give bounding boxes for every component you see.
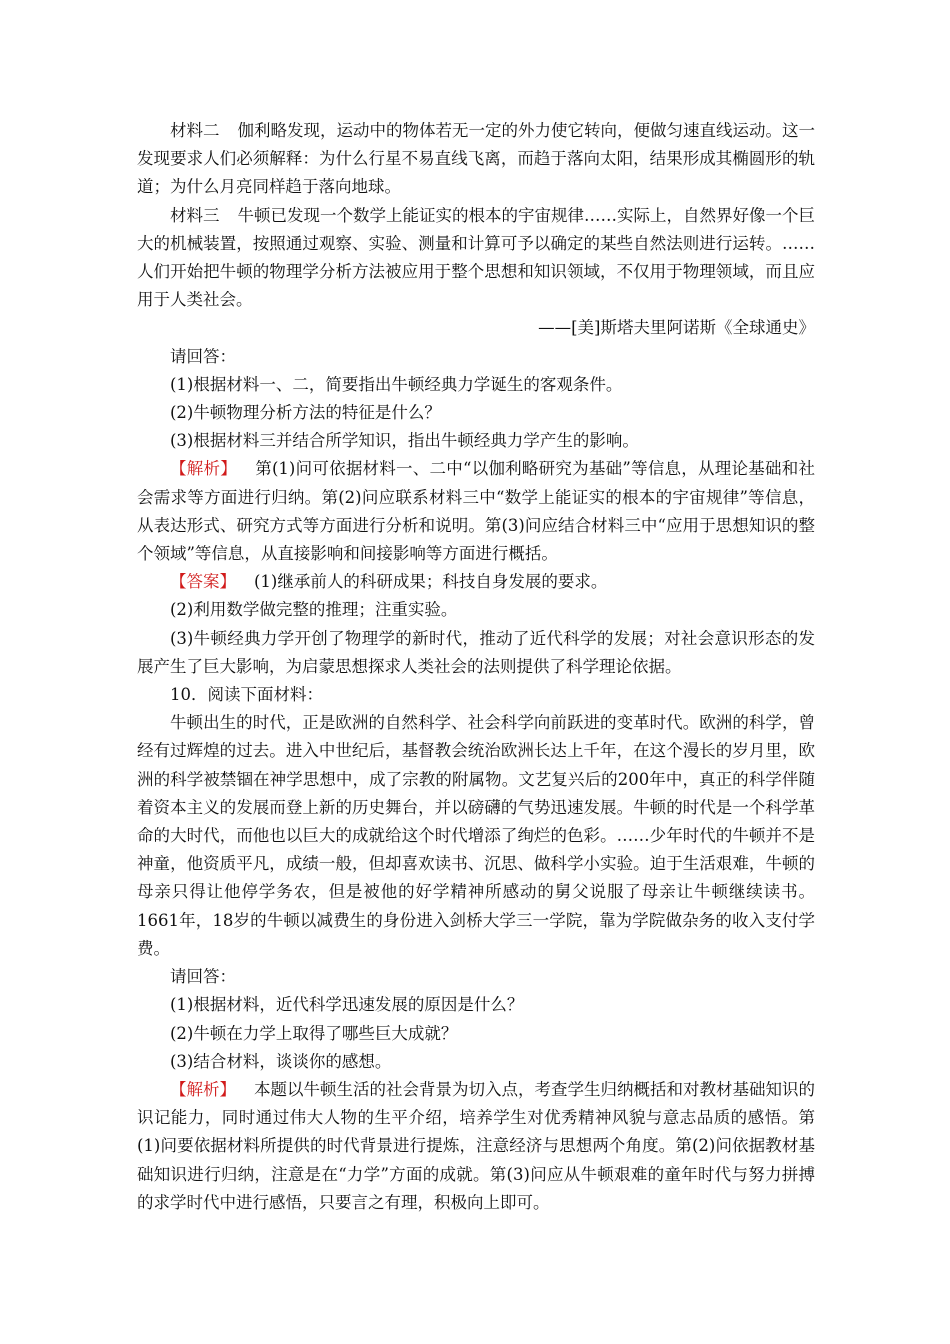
q9-answer-paragraph	[137, 568, 815, 596]
material-3-source: ——[美]斯塔夫里阿诺斯《全球通史》	[538, 318, 815, 338]
q9-answer-2: (2)利用数学做完整的推理；注重实验。	[170, 600, 458, 620]
material-2-label: 材料二	[170, 121, 220, 140]
q9-analysis-paragraph	[137, 455, 815, 568]
q10-question-1: (1)根据材料，近代科学迅速发展的原因是什么？	[170, 995, 524, 1015]
q9-question-3: (3)根据材料三并结合所学知识，指出牛顿经典力学产生的影响。	[170, 431, 639, 451]
q9-analysis-text: 第(1)问可依据材料一、二中“以伽利略研究为基础”等信息，从理论基础和社会需求等方面进行归纳。第(2)问应联系材料三中“数学上能证实的根本的宇宙规律”等信息，从表达形式、研究方式等方面进行分析和说明。第(3)问应结合材料三中“应用于思想知识的整个领域”等信息，从直接影响和间接影响等方面进行概括。	[137, 459, 816, 564]
q9-answer-3: (3)牛顿经典力学开创了物理学的新时代，推动了近代科学的发展；对社会意识形态的发展产生了巨大影响，为启蒙思想探求人类社会的法则提供了科学理论依据。	[137, 628, 815, 676]
q10-analysis-text: 本题以牛顿生活的社会背景为切入点，考查学生归纳概括和对教材基础知识的识记能力，同时通过伟大人物的生平介绍，培养学生对优秀精神风貌与意志品质的感悟。第(1)问要依据材料所提供的时代背景进行提炼，注意经济与思想两个角度。第(2)问依据教材基础知识进行归纳，注意是在“力学”方面的成就。第(3)问应从牛顿艰难的童年时代与努力拼搏的求学时代中进行感悟，只要言之有理，积极向上即可。	[137, 1079, 815, 1212]
q10-heading: 10．阅读下面材料：	[170, 685, 323, 705]
material-3-label: 材料三	[170, 205, 220, 225]
q10-material: 牛顿出生的时代，正是欧洲的自然科学、社会科学向前跃进的变革时代。欧洲的科学，曾经有过辉煌的过去。进入中世纪后，基督教会统治欧洲长达上千年，在这个漫长的岁月里，欧洲的科学被禁锢在神学思想中，成了宗教的附属物。文艺复兴后的200年中，真正的科学伴随着资本主义的发展而登上新的历史舞台，并以磅礴的气势迅速发展。牛顿的时代是一个科学革命的大时代，而他也以巨大的成就给这个时代增添了绚烂的色彩。……少年时代的牛顿并不是神童，他资质平凡，成绩一般，但却喜欢读书、沉思、做科学小实验。迫于生活艰难，牛顿的母亲只得让他停学务农，但是被他的好学精神所感动的舅父说服了母亲让牛顿继续读书。1661年，18岁的牛顿以减费生的身份进入剑桥大学三一学院，靠为学院做杂务的收入支付学费。	[137, 713, 815, 958]
q10-prompt: 请回答：	[170, 967, 236, 987]
material-2-text: 伽利略发现，运动中的物体若无一定的外力使它转向，便做匀速直线运动。这一发现要求人们必须解释：为什么行星不易直线飞离，而趋于落向太阳，结果形成其椭圆形的轨道；为什么月亮同样趋于落向地球。	[137, 121, 815, 197]
q9-analysis-tag: 【解析】	[170, 459, 237, 479]
q9-question-2: (2)牛顿物理分析方法的特征是什么？	[170, 403, 441, 423]
q9-prompt: 请回答：	[170, 346, 236, 366]
q9-answer-1: (1)继承前人的科研成果；科技自身发展的要求。	[254, 572, 608, 592]
q10-analysis-tag: 【解析】	[170, 1079, 236, 1099]
material-3-text: 牛顿已发现一个数学上能证实的根本的宇宙规律……实际上，自然界好像一个巨大的机械装置，按照通过观察、实验、测量和计算可予以确定的某些自然法则进行运转。……人们开始把牛顿的物理学分析方法被应用于整个思想和知识领域，不仅用于物理领域，而且应用于人类社会。	[137, 205, 815, 310]
q9-question-1: (1)根据材料一、二，简要指出牛顿经典力学诞生的客观条件。	[170, 374, 623, 394]
document-page	[137, 117, 815, 1217]
q9-answer-tag: 【答案】	[170, 572, 236, 592]
material-3-paragraph	[137, 202, 815, 315]
q10-question-3: (3)结合材料，谈谈你的感想。	[170, 1051, 392, 1071]
material-2-paragraph	[137, 117, 815, 202]
q10-analysis-paragraph	[137, 1076, 815, 1217]
q10-question-2: (2)牛顿在力学上取得了哪些巨大成就？	[170, 1023, 458, 1043]
